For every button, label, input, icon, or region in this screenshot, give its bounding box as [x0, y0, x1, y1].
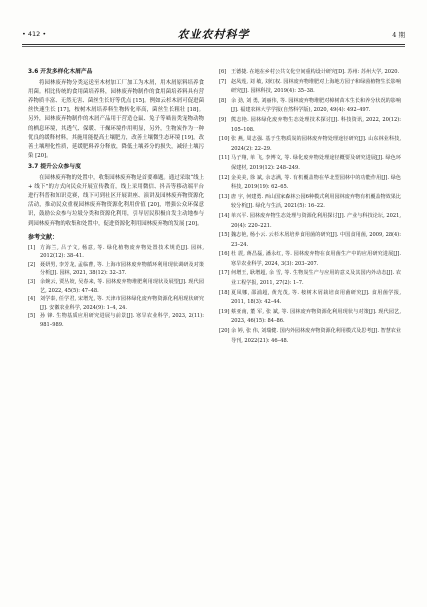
- reference-item: [219, 135, 401, 154]
- reference-item: [219, 269, 401, 288]
- reference-item: [219, 231, 401, 250]
- reference-number: [12]: [219, 174, 230, 181]
- journal-title: 农业农村科学: [177, 28, 250, 41]
- reference-number: [13]: [219, 193, 230, 200]
- reference-item: [219, 78, 401, 97]
- references-heading: 参考文献：: [28, 233, 59, 241]
- reference-number: [14]: [219, 212, 230, 219]
- reference-text: 刘学泰, 任学君, 宋增光, 等. 天津市园林绿化废弃物资源化利用现状研究[J]. 安徽农业科学, 2024(9): 1–4, 24.: [40, 296, 204, 311]
- reference-text: 蔡亚南, 董 军, 张 斌, 等. 园林废弃物资源化利用现状与对策[J]. 现代园艺, 2023, 46(15): 84–86.: [231, 308, 401, 325]
- reference-number: [9]: [219, 116, 227, 123]
- reference-number: [6]: [219, 69, 227, 75]
- reference-text: 赵凤莲, 刘 敏, 刘红权. 园林废弃物堆肥对上海地方园子和绿茵植物生长影响研究[J]. 园林科技, 2019(4): 35–38.: [231, 78, 401, 95]
- reference-item: [28, 278, 204, 295]
- reference-text: 何增王, 耿增超, 余 雪, 等. 生物炭生产与应用的意义及其国内外动态[J]. 农业工程学报, 2011, 27(2): 1–7.: [231, 270, 401, 287]
- reference-text: 余 婷, 张 伟, 刘瑞健. 国内外园林废弃物资源化利用模式及思考[J]. 智慧农业导刊, 2022(21): 46–48.: [231, 328, 401, 344]
- reference-text: 唐 宇, 何建勇. 西山国家森林公园6种模式利用园林废弃物有机覆盖物效果比较分析[J]. 绿化与生活, 2021(5): 16–22.: [231, 193, 401, 210]
- running-header: [22, 26, 405, 42]
- reference-item: [219, 154, 401, 173]
- section-3-7-heading: 3.7 提升公众参与度: [28, 163, 81, 170]
- reference-text: 熊志艳. 园林绿化废弃物生态处理技术探讨[J]. 科技资讯, 2022, 20(12): 105–108.: [231, 116, 401, 133]
- reference-text: 方海兰, 吕子文, 杨意, 等. 绿化植物废弃物处置技术规范[J]. 园林, 2012(12): 38–41.: [40, 244, 204, 260]
- section-3-6-heading: 3.6 开发多样化木屑产品: [28, 69, 93, 75]
- reference-item: [219, 327, 401, 346]
- reference-number: [10]: [219, 136, 230, 143]
- header-rule: [22, 44, 405, 45]
- reference-number: [20]: [219, 328, 230, 335]
- reference-number: [1]: [28, 244, 36, 251]
- right-column: [219, 68, 401, 346]
- issue-label: 4 期: [392, 31, 405, 39]
- reference-number: [5]: [28, 313, 36, 320]
- reference-text: 孙 锋. 生物基质应用研究进展与前景[J]. 寒旱农业科学, 2023, 2(11): 981–989.: [40, 313, 204, 329]
- reference-list-left: [28, 244, 204, 330]
- reference-text: 杜 震, 蒋昌磊, 潘永红, 等. 园林废弃物在食用菌生产中的应用研究进展[J]. 寒旱农业科学, 2024, 3(3): 203–207.: [231, 251, 401, 267]
- reference-item: [219, 68, 401, 78]
- reference-number: [11]: [219, 155, 230, 162]
- reference-text: 魏志艳, 杨小云. 云杉木屑培养食用菌的研究[J]. 中国食用菌, 2009, 28(4): 23–24.: [231, 232, 401, 248]
- section-3-7-body: 在园林废弃物的处置中，收集园林废弃物是首要难题。通过采取“线上 + 线下”的方式向民众开展宣传教育，线上采用微信、抖音等移动端平台进行科普和知识竞赛，线下可到社区开展讲座、演讲及园林废弃物资源化活动，推动民众重视园林废弃物资源化利用价值 [20]，增强公众环保意识，鼓励公众参与垃圾分类和资源化利用，引导居民积极自发主动地参与到园林废弃物的收集和处置中，促进资源化利用园林废弃物的发展 [20]。: [28, 175, 204, 227]
- reference-text: 余 劲, 刘 勇, 刘丽伟, 等. 园林废弃物堆肥对樟树苗木生长和养分状况的影响[J]. 福建农林大学学报(自然科学版), 2020, 49(4): 492–497.: [231, 97, 401, 114]
- reference-text: 余婉云, 贾丛姣, 吴春来, 等. 园林废弃物堆肥利用现状及展望[J]. 现代园艺, 2022, 45(5): 47–48.: [40, 279, 204, 294]
- left-column: [28, 68, 204, 330]
- reference-item: [219, 308, 401, 327]
- reference-number: [7]: [219, 78, 227, 85]
- reference-text: 金美美, 徐 斌, 余志满, 等. 有机覆盖物在华北型园林中的功能作用[J]. 绿色科技, 2019(19): 62–65.: [231, 174, 401, 191]
- reference-text: 马子翔, 单 飞, 李博文, 等. 绿化废弃物处理途径概要及研究进展[J]. 绿色环保建材, 2019(12): 248–249.: [231, 155, 401, 171]
- reference-item: [219, 250, 401, 269]
- reference-number: [3]: [28, 279, 36, 286]
- reference-number: [15]: [219, 232, 230, 239]
- reference-number: [17]: [219, 270, 230, 277]
- reference-item: [28, 295, 204, 312]
- reference-item: [219, 97, 401, 116]
- reference-item: [219, 289, 401, 308]
- reference-item: [219, 174, 401, 193]
- reference-item: [28, 261, 204, 278]
- reference-item: [219, 193, 401, 212]
- reference-number: [2]: [28, 261, 36, 268]
- reference-text: 王德捷. 在地在乡村公共文化空间重构设计研究[D]. 苏州: 苏州大学, 2020.: [231, 69, 400, 75]
- reference-item: [219, 212, 401, 231]
- reference-list-right: [219, 68, 401, 346]
- reference-text: 单兴平. 园林废弃物生态处理与资源化利用探讨[J]. 产业与科技论坛, 2021, 20(4): 220–221.: [231, 212, 401, 229]
- reference-text: 张 燕, 周志强. 基于生物质炭的园林废弃物处理途径研究[J]. 山东林业科技, 2024(2): 22–29.: [231, 136, 401, 152]
- section-3-6-body: 将园林废弃物分类运送至木材加工厂加工为木屑，用木屑原料培养食用菌。相比传统的食用菌培养料，园林废弃物制作的食用菌培养料具有营养物质丰富、无然无害、菌丝生长好等优点 [15]。例如云杉木屑可促进菌丝快速生长 [17]，桉树木屑培养料生物转化率高，菌丝生长粗壮 [18]。另外，园林废弃物制作的木屑产品用于营造仓鼠、兔子等啮齿类宠物动物的栖息环境，其透气、保暖、干燥环境作用明显，另外，生物炭作为一种优良的缓释材料，其施用能提高土壤肥力，改善土壤微生态环境 [19]，改善土壤理化性质，延缓肥料养分释放，降低土壤养分的损失，减轻土壤污染 [20]。: [28, 80, 204, 159]
- reference-item: [219, 116, 401, 135]
- reference-text: 夏凤娜, 邵浦超, 黄光茂, 等. 桉树木屑栽培食用菌研究[J]. 食用菌学报, 2011, 18(3): 42–44.: [231, 289, 401, 306]
- page-number: • 412 •: [22, 30, 47, 38]
- reference-text: 聂妍男, 李芳龙, 孟临曹, 等. 上海市园林废弃物循环利用现状调研及对策分析[J]. 园林, 2021, 38(12): 32–37.: [40, 261, 204, 277]
- reference-number: [4]: [28, 296, 36, 303]
- reference-number: [16]: [219, 251, 230, 258]
- header-rule-thin: [22, 46, 405, 47]
- reference-number: [8]: [219, 97, 227, 104]
- reference-number: [18]: [219, 289, 230, 296]
- reference-item: [28, 244, 204, 261]
- reference-number: [19]: [219, 308, 230, 315]
- reference-item: [28, 312, 204, 329]
